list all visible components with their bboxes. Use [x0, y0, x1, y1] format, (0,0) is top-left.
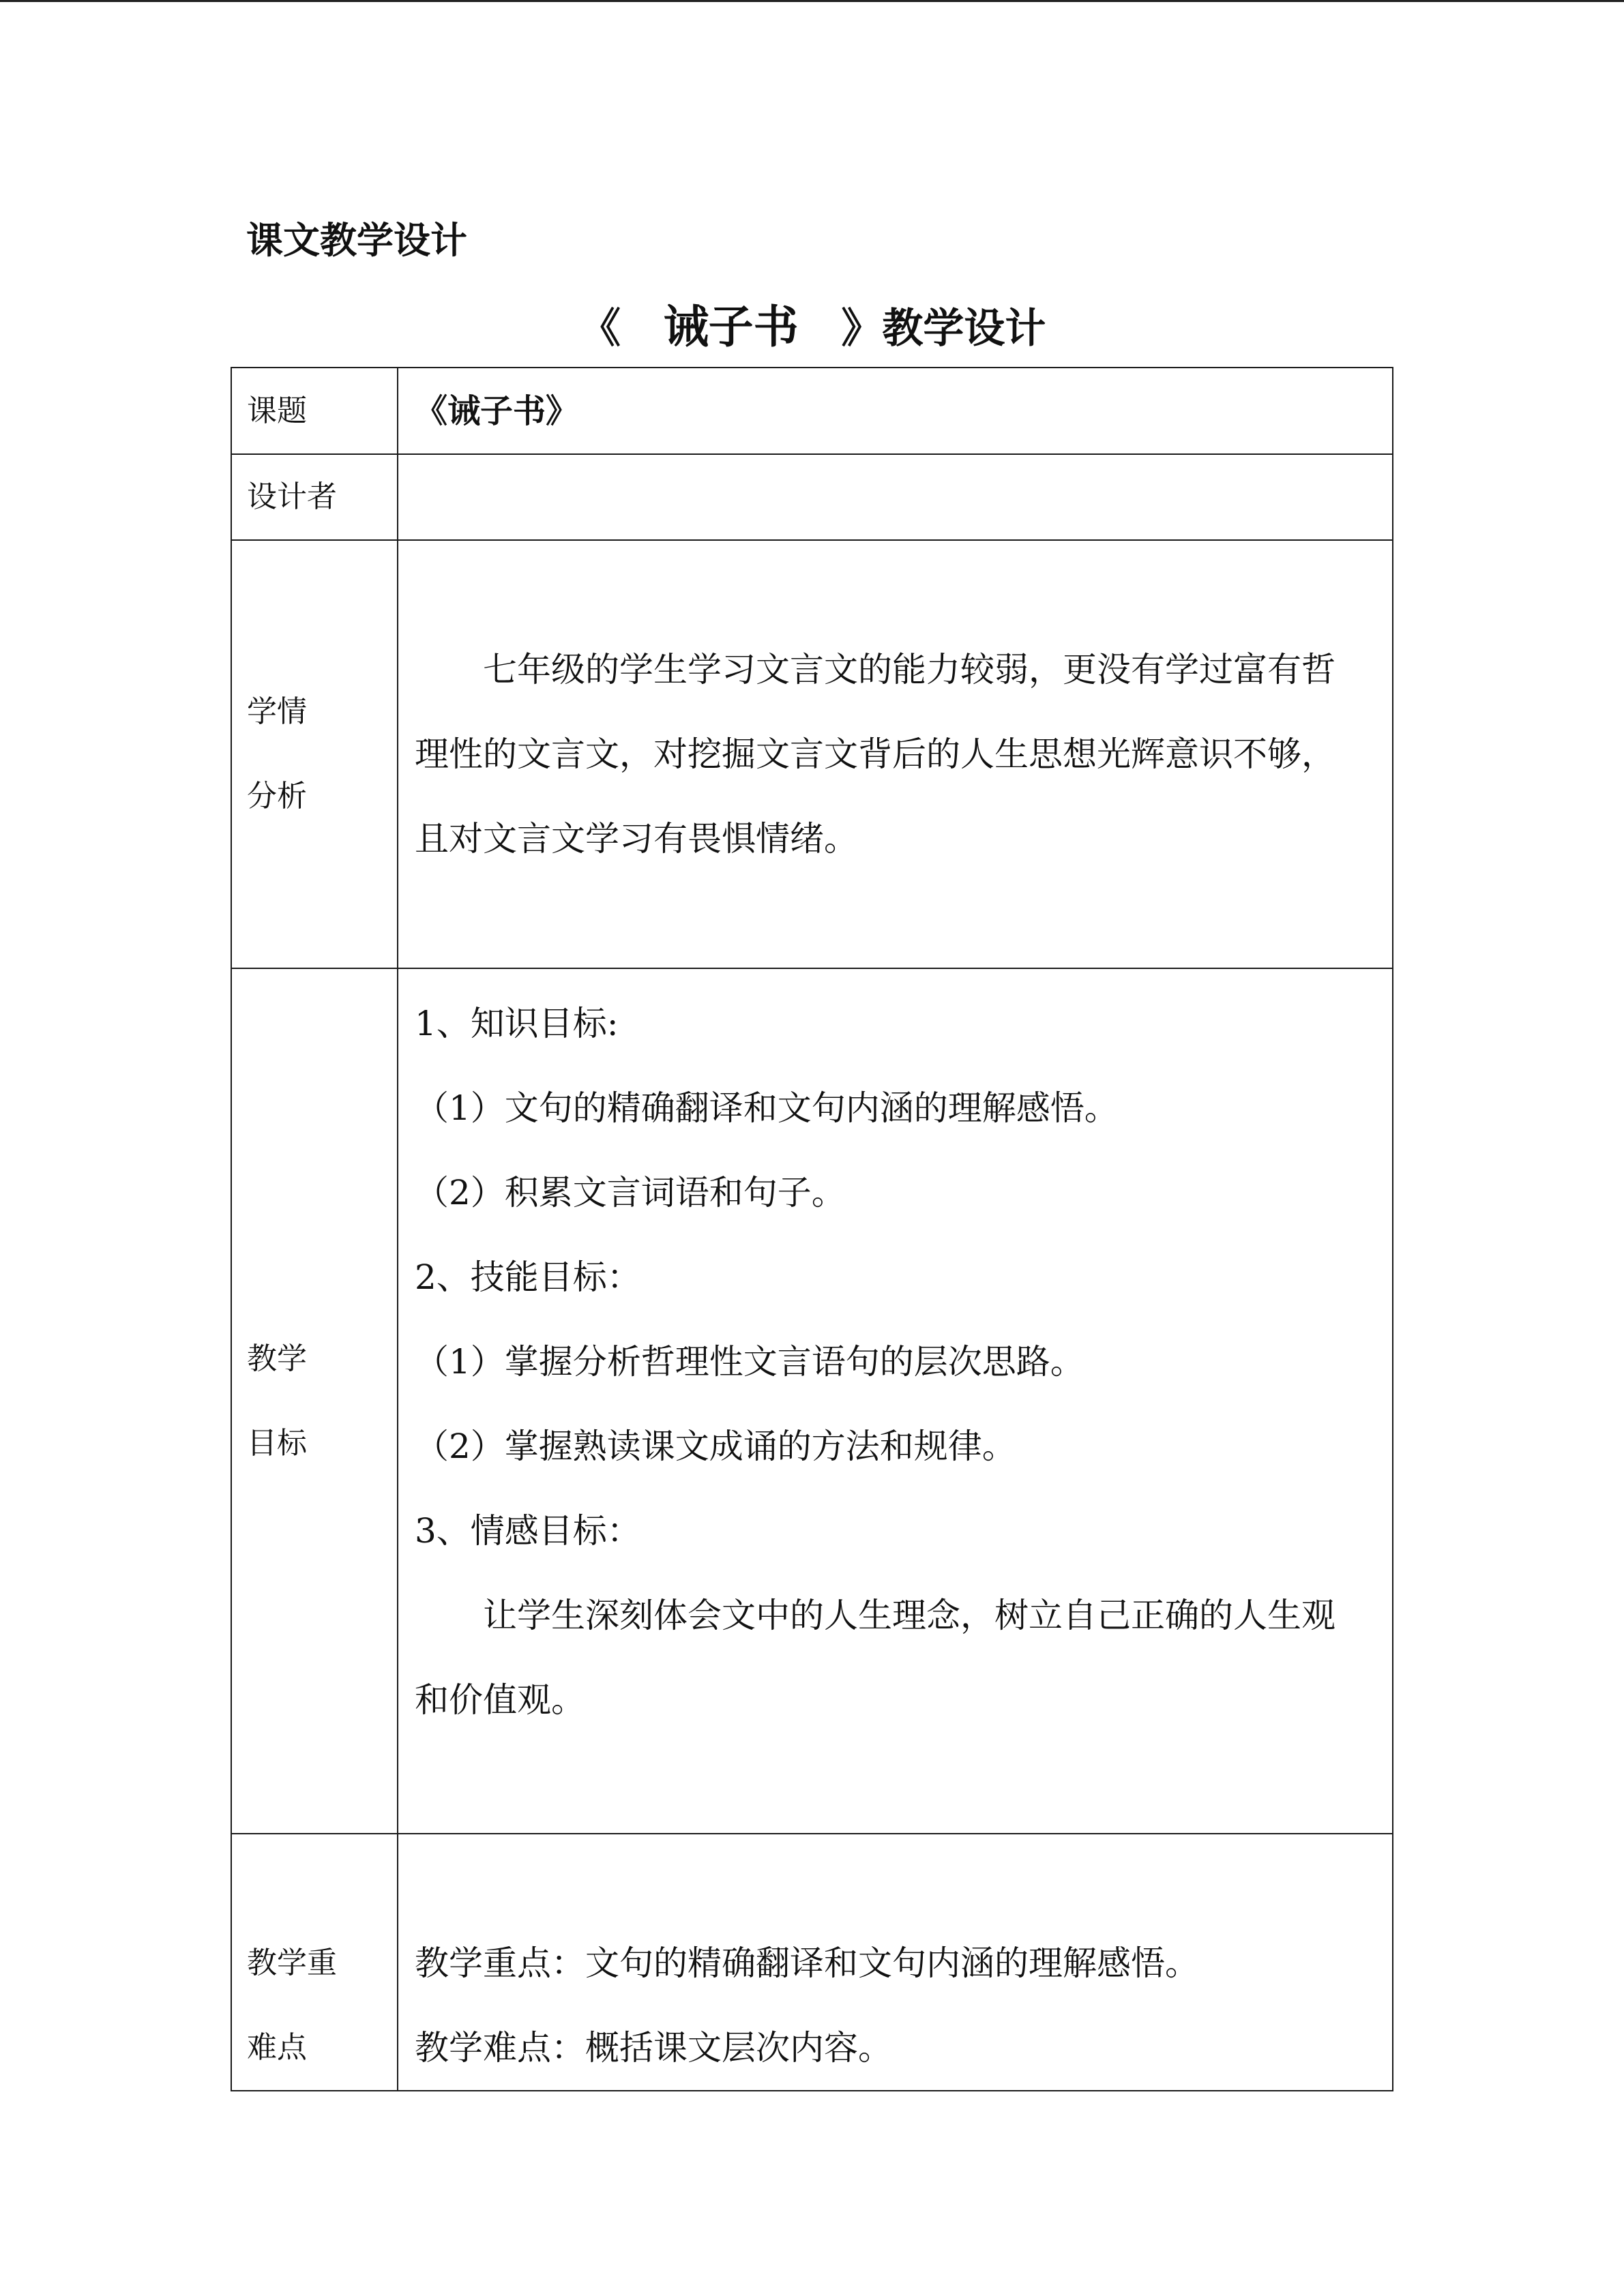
goals-label-line1: 教学 — [247, 1341, 307, 1376]
knowledge-goal-item-1: （1）文句的精确翻译和文句内涵的理解感悟。 — [415, 1088, 1119, 1128]
topic-value: 《诫子书》 — [415, 392, 579, 430]
emotion-goal-title: 3、情感目标： — [415, 1511, 641, 1551]
keypoints-label-line2: 难点 — [247, 2030, 307, 2065]
analysis-label-line2: 分析 — [247, 779, 307, 814]
knowledge-goal-title: 1、知识目标: — [415, 1004, 619, 1043]
skill-goal-item-1: （1）掌握分析哲理性文言语句的层次思路。 — [415, 1342, 1084, 1382]
keypoints-label-line1: 教学重 — [247, 1945, 337, 1980]
analysis-text: 七年级的学生学习文言文的能力较弱，更没有学过富有哲理性的文言文，对挖掘文言文背后的人生思想光辉意识不够，且对文言文学习有畏惧情绪。 — [415, 650, 1335, 859]
emotion-goal-text: 让学生深刻体会文中的人生理念，树立自己正确的人生观和价值观。 — [415, 1596, 1335, 1720]
document-title — [580, 300, 1046, 356]
goals-label-line2: 目标 — [247, 1425, 307, 1461]
designer-value — [398, 454, 1393, 540]
table-row-topic — [231, 368, 1393, 454]
goals-cell — [398, 968, 1393, 1834]
keypoints-cell — [398, 1834, 1393, 2091]
analysis-cell — [398, 540, 1393, 968]
table-row-keypoints — [231, 1834, 1393, 2091]
skill-goal-title: 2、技能目标： — [415, 1257, 641, 1297]
title-lesson-name: 诫子书 — [663, 301, 799, 353]
knowledge-goal-item-2: （2）积累文言词语和句子。 — [415, 1173, 846, 1212]
goals-label — [231, 968, 398, 1834]
designer-label: 设计者 — [231, 454, 398, 540]
teaching-difficulty: 教学难点：概括课文层次内容。 — [415, 2028, 892, 2068]
lesson-plan-table — [231, 367, 1393, 2091]
keypoints-label — [231, 1834, 398, 2091]
topic-label: 课题 — [231, 368, 398, 454]
top-border-line — [0, 0, 1624, 2]
title-open-bracket: 《 — [580, 305, 621, 353]
teaching-key-point: 教学重点：文句的精确翻译和文句内涵的理解感悟。 — [415, 1943, 1199, 1983]
skill-goal-item-2: （2）掌握熟读课文成诵的方法和规律。 — [415, 1427, 1016, 1466]
table-row-analysis — [231, 540, 1393, 968]
document-heading: 课文教学设计 — [246, 219, 467, 262]
table-row-goals — [231, 968, 1393, 1834]
analysis-label-line1: 学情 — [247, 694, 307, 729]
title-close-suffix: 》教学设计 — [841, 305, 1046, 353]
topic-cell — [398, 368, 1393, 454]
analysis-label — [231, 540, 398, 968]
table-row-designer — [231, 454, 1393, 540]
